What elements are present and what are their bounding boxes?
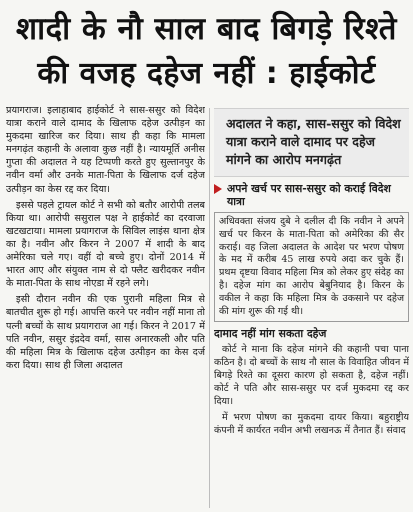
headline xyxy=(0,0,413,104)
left-column xyxy=(6,104,205,508)
headline-line-2: की वजह दहेज नहीं : हाईकोर्ट xyxy=(37,56,376,91)
headline-line-1: शादी के नौ साल बाद बिगड़े रिश्ते xyxy=(16,11,397,47)
subhead-trip-text: अपने खर्च पर सास-ससुर को कराई विदेश यात्रा xyxy=(227,182,391,208)
subhead-trip xyxy=(214,182,409,208)
red-triangle-bullet-icon xyxy=(214,184,222,194)
pull-quote: अदालत ने कहा, सास-ससुर को विदेश यात्रा कराने वाले दामाद पर दहेज मांगने का आरोप मनगढ़ंत xyxy=(214,108,409,177)
body-paragraph: कोर्ट ने माना कि दहेज मांगने की कहानी पचा पाना कठिन है। दो बच्चों के साथ नौ साल के विवाहित जीवन में बिगड़े रिश्ते का दूसरा कारण हो सकता है, दहेज नहीं। कोर्ट ने पति और सास-ससुर पर दर्ज मुकदमा रद्द कर दिया। xyxy=(214,344,409,407)
body-paragraph: प्रयागराज। इलाहाबाद हाईकोर्ट ने सास-ससुर को विदेश यात्रा कराने वाले दामाद के खिलाफ दहेज उत्पीड़न का मुकदमा खारिज कर दिया। साथ ही कहा कि मामला मनगढ़ंत कहानी के अलावा कुछ नहीं है। न्यायमूर्ति अनीस गुप्ता की अदालत ने यह टिप्पणी करते हुए सुल्तानपुर के नवीन वर्मा और उनके माता-पिता के खिलाफ दर्ज दहेज उत्पीड़न का केस रद्द कर दिया। xyxy=(6,105,205,195)
column-divider xyxy=(209,108,210,508)
right-column xyxy=(214,108,409,508)
body-paragraph: इससे पहले ट्रायल कोर्ट ने सभी को बतौर आरोपी तलब किया था। आरोपी ससुराल पक्ष ने हाईकोर्ट का दरवाजा खटखटाया। मामला प्रयागराज के सिविल लाइंस थाना क्षेत्र का है। नवीन और किरन ने 2007 में शादी के बाद अमेरिका चले गए। वहीं दो बच्चे हुए। दोनों 2014 में भारत आए और संयुक्त नाम से दो फ्लैट खरीदकर नवीन के माता-पिता के साथ नोएडा में रहने लगे। xyxy=(6,199,205,290)
body-paragraph: इसी दौरान नवीन की एक पुरानी महिला मित्र से बातचीत शुरू हो गई। आपत्ति करने पर नवीन नहीं माना तो पत्नी बच्चों के साथ प्रयागराज आ गई। किरन ने 2017 में पति नवीन, ससुर इंद्रदेव वर्मा, सास अनारकली और पति की महिला मित्र के खिलाफ दहेज उत्पीड़न का केस दर्ज करा दिया। साथ ही जिला अदालत xyxy=(6,294,205,371)
subhead-dowry: दामाद नहीं मांग सकता दहेज xyxy=(214,327,327,341)
boxed-paragraph: अधिवक्ता संजय दुबे ने दलील दी कि नवीन ने अपने खर्च पर किरन के माता-पिता को अमेरिका की सैर कराई। वह जिला अदालत के आदेश पर भरण पोषण के मद में करीब 45 लाख रुपये अदा कर चुके हैं। प्रथम दृष्टया विवाद महिला मित्र को लेकर हुए संदेह का है। दहेज मांग का आरोप बेबुनियाद है। किरन के वकील ने कहा कि महिला मित्र के उकसाने पर दहेज की मांग शुरू की गई थी। xyxy=(214,212,409,322)
body-paragraph: में भरण पोषण का मुकदमा दायर किया। बहुराष्ट्रीय कंपनी में कार्यरत नवीन अभी लखनऊ में तैनात हैं। संवाद xyxy=(214,412,409,437)
